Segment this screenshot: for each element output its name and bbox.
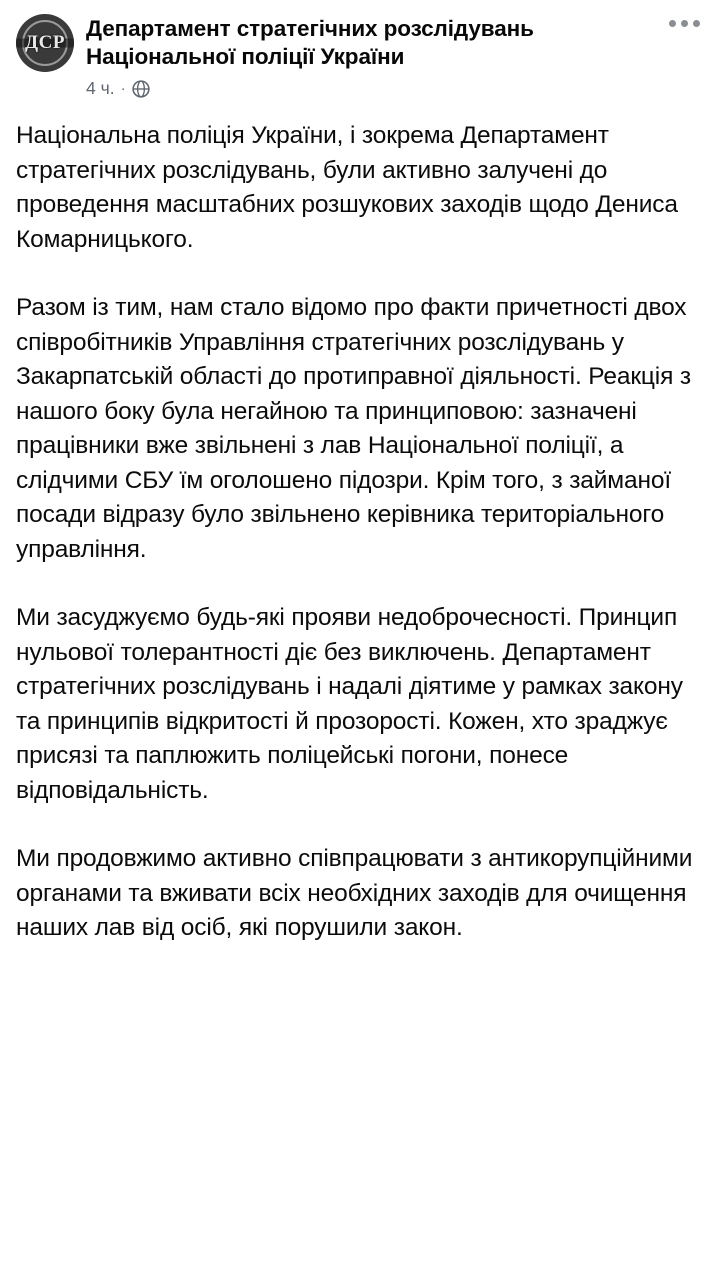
post-header-text: [86, 14, 650, 99]
more-options-icon[interactable]: [662, 14, 700, 52]
dot-3: [693, 20, 700, 27]
post-paragraph: Разом із тим, нам стало відомо про факти причетності двох співробітників Управління стратегічних розслідувань у Закарпатській області до протиправної діяльності. Реакція з нашого боку була негайною та принциповою: зазначені працівники вже звільнені з лав Національної поліції, а слідчими СБУ їм оголошено підозри. Крім того, з займаної посади відразу було звільнено керівника територіального управління.: [16, 294, 691, 563]
dot-1: [669, 20, 676, 27]
avatar-label: ДСР: [25, 32, 65, 53]
page-name[interactable]: Департамент стратегічних розслідувань Національної поліції України: [86, 16, 534, 69]
meta-separator: ·: [120, 80, 126, 97]
post-paragraph: Ми продовжимо активно співпрацювати з антикорупційними органами та вживати всіх необхідних заходів для очищення наших лав від осіб, які порушили закон.: [16, 845, 693, 941]
post-paragraph: Національна поліція України, і зокрема Департамент стратегічних розслідувань, були активно залучені до проведення масштабних розшукових заходів щодо Дениса Комарницького.: [16, 122, 678, 253]
avatar[interactable]: [16, 14, 74, 72]
post-meta: [86, 78, 650, 99]
post-paragraph: Ми засуджуємо будь-які прояви недоброчесності. Принцип нульової толерантності діє без виключень. Департамент стратегічних розслідувань і надалі діятиме у рамках закону та принципів відкритості й прозорості. Кожен, хто зраджує присязі та паплюжить поліцейські погони, понесе відповідальність.: [16, 604, 683, 804]
post-body: [16, 119, 700, 946]
globe-icon[interactable]: [132, 80, 150, 98]
post-header: [16, 14, 700, 99]
dot-2: [681, 20, 688, 27]
post-timestamp[interactable]: 4 ч.: [86, 78, 115, 98]
